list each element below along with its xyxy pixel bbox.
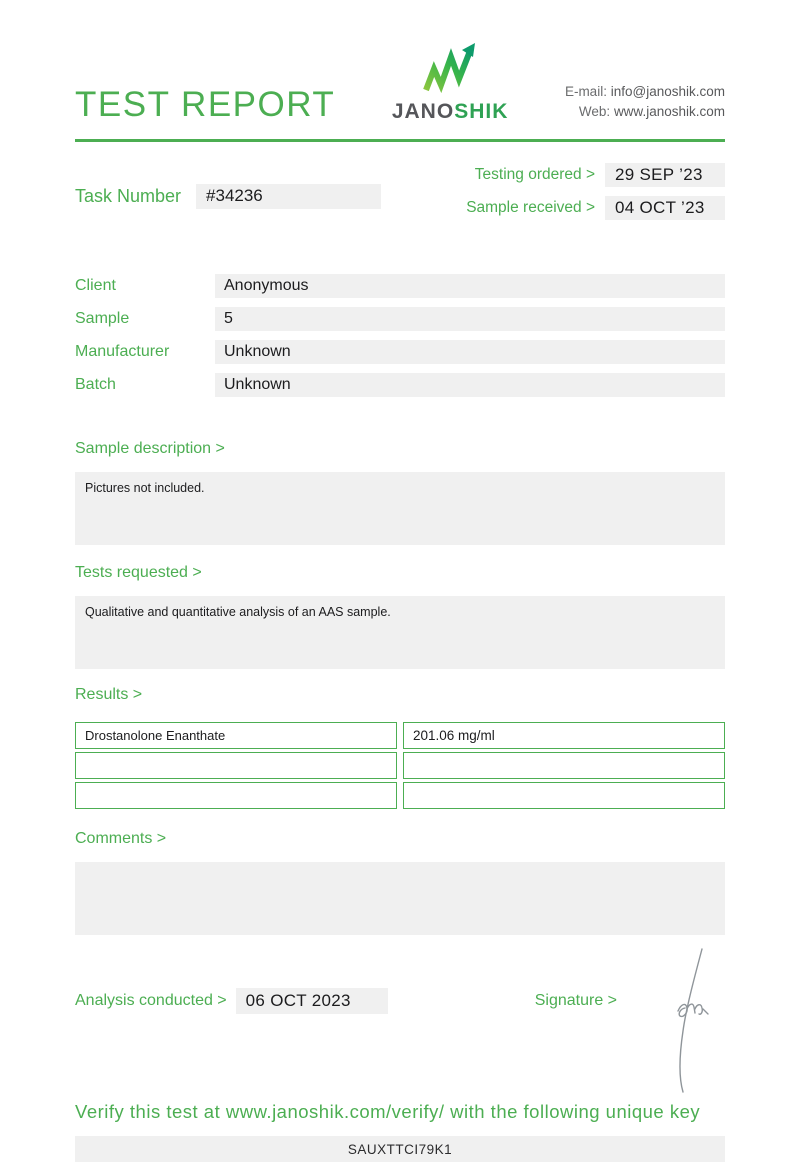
result-value-cell: 201.06 mg/ml xyxy=(403,722,725,749)
tests-requested-box: Qualitative and quantitative analysis of an AAS sample. xyxy=(75,596,725,669)
client-value: Anonymous xyxy=(215,274,725,298)
sample-value: 5 xyxy=(215,307,725,331)
sample-label: Sample xyxy=(75,310,130,327)
info-row-manufacturer xyxy=(75,340,725,364)
chart-arrow-icon xyxy=(419,42,481,98)
task-section xyxy=(75,163,725,229)
logo-wordmark xyxy=(392,101,509,122)
table-row xyxy=(75,752,725,779)
handwritten-signature xyxy=(645,945,715,1100)
verify-instruction: Verify this test at www.janoshik.com/verify/ with the following unique key xyxy=(75,1101,701,1122)
result-value-cell xyxy=(403,752,725,779)
web-label: Web: xyxy=(578,103,611,119)
signature-label: Signature > xyxy=(534,992,617,1009)
results-heading: Results > xyxy=(75,686,143,703)
client-label: Client xyxy=(75,277,116,294)
task-number-value: #34236 xyxy=(196,184,381,209)
contact-info xyxy=(565,82,725,123)
table-row xyxy=(75,782,725,809)
comments-box xyxy=(75,862,725,935)
sample-received-value: 04 OCT ’23 xyxy=(605,196,725,220)
analysis-signature-row xyxy=(75,987,725,1015)
report-header xyxy=(75,0,725,122)
task-dates-group xyxy=(466,163,725,229)
sample-description-box: Pictures not included. xyxy=(75,472,725,545)
batch-label: Batch xyxy=(75,376,116,393)
janoshik-logo xyxy=(392,42,509,122)
result-substance-cell xyxy=(75,752,397,779)
header-divider xyxy=(75,139,725,142)
logo-text-jano: JANO xyxy=(391,100,455,123)
batch-value: Unknown xyxy=(215,373,725,397)
web-value: www.janoshik.com xyxy=(613,103,725,119)
info-row-sample xyxy=(75,307,725,331)
testing-ordered-row xyxy=(466,163,725,187)
info-row-client xyxy=(75,274,725,298)
results-table xyxy=(75,722,725,809)
manufacturer-label: Manufacturer xyxy=(75,343,170,360)
analysis-conducted-label: Analysis conducted > xyxy=(75,992,227,1009)
task-number-label: Task Number xyxy=(75,185,182,206)
analysis-date-value: 06 OCT 2023 xyxy=(236,988,388,1014)
table-row xyxy=(75,722,725,749)
comments-heading: Comments > xyxy=(75,830,167,847)
sample-received-row xyxy=(466,196,725,220)
sample-received-label: Sample received > xyxy=(466,199,595,216)
page-title: TEST REPORT xyxy=(75,85,336,124)
task-number-group xyxy=(75,163,381,229)
info-row-batch xyxy=(75,373,725,397)
result-substance-cell: Drostanolone Enanthate xyxy=(75,722,397,749)
unique-key-value: SAUXTTCI79K1 xyxy=(75,1136,725,1162)
result-substance-cell xyxy=(75,782,397,809)
contact-web-line xyxy=(565,102,725,122)
result-value-cell xyxy=(403,782,725,809)
manufacturer-value: Unknown xyxy=(215,340,725,364)
testing-ordered-value: 29 SEP ’23 xyxy=(605,163,725,187)
contact-email-line xyxy=(565,82,725,102)
email-label: E-mail: xyxy=(564,83,607,99)
email-value: info@janoshik.com xyxy=(610,83,725,99)
sample-description-heading: Sample description > xyxy=(75,440,225,457)
sample-info-section xyxy=(75,274,725,397)
logo-text-shik: SHIK xyxy=(454,100,509,123)
testing-ordered-label: Testing ordered > xyxy=(474,166,595,183)
tests-requested-heading: Tests requested > xyxy=(75,564,202,581)
